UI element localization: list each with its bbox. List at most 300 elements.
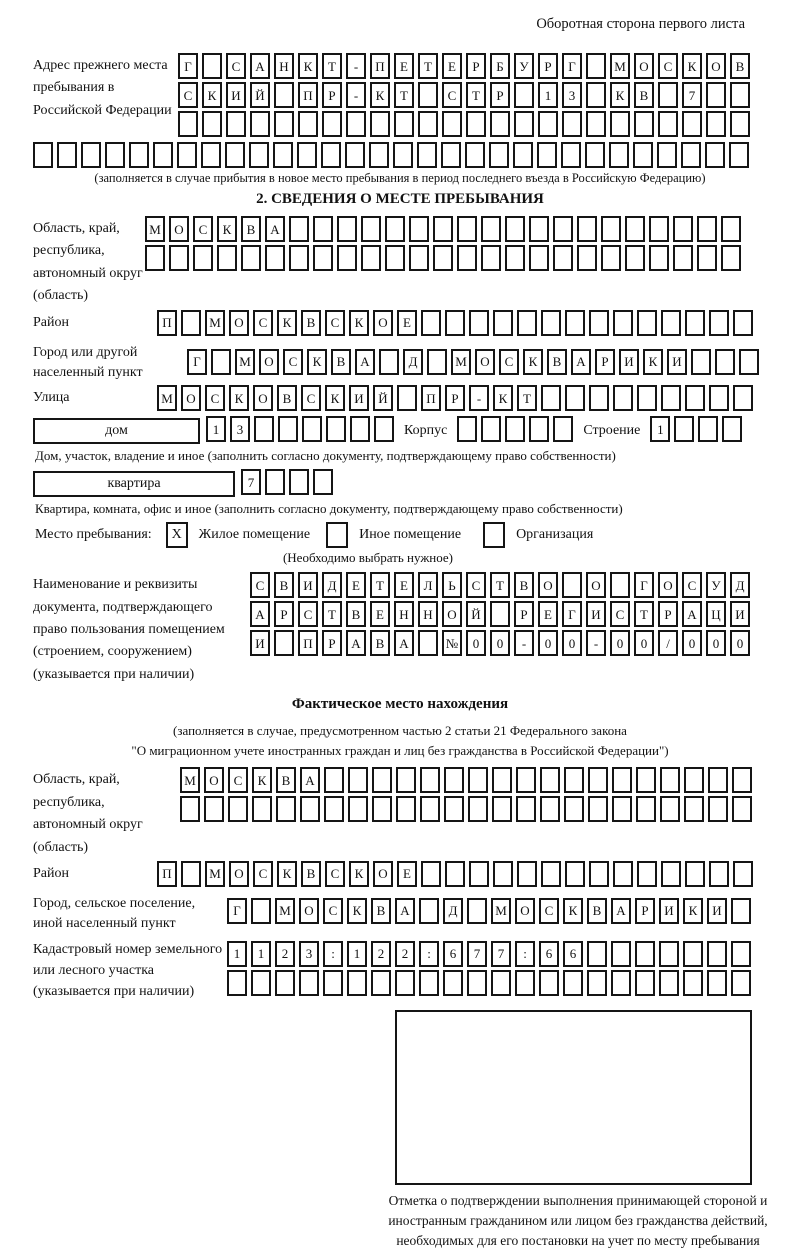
char-box[interactable] [226, 111, 246, 137]
char-box[interactable]: К [610, 82, 630, 108]
char-box[interactable]: Г [634, 572, 654, 598]
char-box[interactable] [225, 142, 245, 168]
char-box[interactable] [468, 796, 488, 822]
char-box[interactable] [709, 861, 729, 887]
char-box[interactable] [397, 385, 417, 411]
char-box[interactable]: Т [466, 82, 486, 108]
char-box[interactable] [289, 245, 309, 271]
char-box[interactable]: О [229, 310, 249, 336]
char-box[interactable]: Е [394, 572, 414, 598]
char-box[interactable] [612, 767, 632, 793]
char-box[interactable]: В [730, 53, 750, 79]
char-box[interactable] [706, 82, 726, 108]
char-box[interactable]: П [298, 630, 318, 656]
char-box[interactable]: И [250, 630, 270, 656]
char-box[interactable]: О [706, 53, 726, 79]
char-box[interactable] [505, 416, 525, 442]
char-box[interactable]: С [658, 53, 678, 79]
char-box[interactable]: Р [322, 630, 342, 656]
char-box[interactable] [444, 796, 464, 822]
char-box[interactable] [193, 245, 213, 271]
char-box[interactable]: : [419, 941, 439, 967]
char-box[interactable]: Т [418, 53, 438, 79]
char-box[interactable]: С [442, 82, 462, 108]
checkbox-residential[interactable]: Х [166, 522, 188, 548]
char-box[interactable]: И [659, 898, 679, 924]
char-box[interactable]: Т [517, 385, 537, 411]
char-box[interactable] [469, 861, 489, 887]
char-box[interactable]: 7 [241, 469, 261, 495]
char-box[interactable]: О [373, 861, 393, 887]
char-box[interactable] [465, 142, 485, 168]
char-box[interactable] [541, 861, 561, 887]
char-box[interactable]: Т [634, 601, 654, 627]
char-box[interactable] [371, 970, 391, 996]
char-box[interactable] [674, 416, 694, 442]
char-box[interactable] [691, 349, 711, 375]
char-box[interactable]: 7 [682, 82, 702, 108]
char-box[interactable]: К [683, 898, 703, 924]
char-box[interactable] [492, 796, 512, 822]
char-box[interactable] [577, 245, 597, 271]
char-box[interactable]: В [346, 601, 366, 627]
char-box[interactable] [610, 572, 630, 598]
char-box[interactable]: А [250, 53, 270, 79]
char-box[interactable] [241, 245, 261, 271]
char-box[interactable]: Р [322, 82, 342, 108]
char-box[interactable] [634, 111, 654, 137]
char-box[interactable] [708, 796, 728, 822]
char-box[interactable]: К [277, 310, 297, 336]
char-box[interactable] [443, 970, 463, 996]
char-box[interactable] [539, 970, 559, 996]
char-box[interactable]: Н [274, 53, 294, 79]
char-box[interactable]: К [682, 53, 702, 79]
char-box[interactable]: О [538, 572, 558, 598]
char-box[interactable]: М [235, 349, 255, 375]
char-box[interactable] [419, 970, 439, 996]
char-box[interactable] [505, 216, 525, 242]
char-box[interactable] [302, 416, 322, 442]
char-box[interactable]: К [349, 861, 369, 887]
char-box[interactable] [709, 310, 729, 336]
apartment-type-box[interactable]: квартира [33, 471, 235, 497]
char-box[interactable]: В [587, 898, 607, 924]
char-box[interactable] [577, 216, 597, 242]
char-box[interactable]: К [563, 898, 583, 924]
char-box[interactable] [313, 245, 333, 271]
char-box[interactable] [659, 970, 679, 996]
char-box[interactable]: - [586, 630, 606, 656]
char-box[interactable] [564, 796, 584, 822]
char-box[interactable] [659, 941, 679, 967]
char-box[interactable]: Д [730, 572, 750, 598]
char-box[interactable]: 7 [491, 941, 511, 967]
char-box[interactable] [513, 142, 533, 168]
char-box[interactable] [385, 216, 405, 242]
char-box[interactable] [211, 349, 231, 375]
char-box[interactable] [372, 767, 392, 793]
char-box[interactable]: И [586, 601, 606, 627]
char-box[interactable]: П [298, 82, 318, 108]
char-box[interactable]: Т [370, 572, 390, 598]
char-box[interactable]: А [611, 898, 631, 924]
char-box[interactable]: К [493, 385, 513, 411]
char-box[interactable] [586, 82, 606, 108]
char-box[interactable] [708, 767, 728, 793]
char-box[interactable] [418, 630, 438, 656]
char-box[interactable] [541, 310, 561, 336]
char-box[interactable] [202, 111, 222, 137]
char-box[interactable] [345, 142, 365, 168]
char-box[interactable] [601, 216, 621, 242]
char-box[interactable]: Р [595, 349, 615, 375]
char-box[interactable] [673, 216, 693, 242]
char-box[interactable]: Р [466, 53, 486, 79]
char-box[interactable]: С [253, 861, 273, 887]
char-box[interactable] [733, 861, 753, 887]
char-box[interactable] [348, 796, 368, 822]
char-box[interactable] [298, 111, 318, 137]
char-box[interactable] [393, 142, 413, 168]
char-box[interactable]: И [707, 898, 727, 924]
checkbox-other-premises[interactable] [326, 522, 348, 548]
char-box[interactable]: О [515, 898, 535, 924]
char-box[interactable]: К [229, 385, 249, 411]
char-box[interactable]: И [667, 349, 687, 375]
char-box[interactable]: К [325, 385, 345, 411]
char-box[interactable]: С [253, 310, 273, 336]
char-box[interactable] [445, 861, 465, 887]
char-box[interactable] [433, 245, 453, 271]
char-box[interactable] [563, 970, 583, 996]
char-box[interactable] [517, 861, 537, 887]
char-box[interactable] [613, 310, 633, 336]
char-box[interactable]: С [283, 349, 303, 375]
char-box[interactable]: П [157, 861, 177, 887]
char-box[interactable]: Е [394, 53, 414, 79]
char-box[interactable] [321, 142, 341, 168]
char-box[interactable] [105, 142, 125, 168]
char-box[interactable]: В [301, 310, 321, 336]
char-box[interactable] [588, 767, 608, 793]
char-box[interactable] [129, 142, 149, 168]
char-box[interactable]: С [323, 898, 343, 924]
char-box[interactable] [466, 111, 486, 137]
char-box[interactable] [289, 216, 309, 242]
char-box[interactable] [217, 245, 237, 271]
char-box[interactable]: С [325, 310, 345, 336]
char-box[interactable]: Н [418, 601, 438, 627]
char-box[interactable]: 3 [299, 941, 319, 967]
char-box[interactable] [489, 142, 509, 168]
char-box[interactable]: П [370, 53, 390, 79]
checkbox-organization[interactable] [483, 522, 505, 548]
char-box[interactable]: Р [274, 601, 294, 627]
char-box[interactable]: Е [370, 601, 390, 627]
char-box[interactable]: Д [322, 572, 342, 598]
char-box[interactable] [177, 142, 197, 168]
char-box[interactable] [297, 142, 317, 168]
char-box[interactable]: - [469, 385, 489, 411]
char-box[interactable]: С [193, 216, 213, 242]
char-box[interactable]: Т [322, 53, 342, 79]
char-box[interactable]: / [658, 630, 678, 656]
char-box[interactable]: Р [514, 601, 534, 627]
char-box[interactable] [537, 142, 557, 168]
char-box[interactable] [540, 767, 560, 793]
char-box[interactable] [637, 310, 657, 336]
char-box[interactable] [33, 142, 53, 168]
char-box[interactable]: В [514, 572, 534, 598]
char-box[interactable] [730, 111, 750, 137]
char-box[interactable]: В [634, 82, 654, 108]
char-box[interactable]: А [355, 349, 375, 375]
char-box[interactable]: 0 [562, 630, 582, 656]
char-box[interactable] [733, 385, 753, 411]
char-box[interactable] [731, 941, 751, 967]
char-box[interactable]: К [643, 349, 663, 375]
char-box[interactable] [564, 767, 584, 793]
char-box[interactable]: О [442, 601, 462, 627]
char-box[interactable]: Й [373, 385, 393, 411]
char-box[interactable] [657, 142, 677, 168]
char-box[interactable] [529, 245, 549, 271]
char-box[interactable] [228, 796, 248, 822]
char-box[interactable] [731, 898, 751, 924]
char-box[interactable] [276, 796, 296, 822]
char-box[interactable] [374, 416, 394, 442]
char-box[interactable] [706, 111, 726, 137]
char-box[interactable] [586, 111, 606, 137]
char-box[interactable]: У [706, 572, 726, 598]
char-box[interactable] [514, 82, 534, 108]
char-box[interactable] [707, 970, 727, 996]
char-box[interactable]: Ц [706, 601, 726, 627]
char-box[interactable]: Д [443, 898, 463, 924]
char-box[interactable]: 0 [466, 630, 486, 656]
char-box[interactable]: Б [490, 53, 510, 79]
char-box[interactable]: М [275, 898, 295, 924]
char-box[interactable] [274, 111, 294, 137]
char-box[interactable]: Г [187, 349, 207, 375]
char-box[interactable] [347, 970, 367, 996]
char-box[interactable] [457, 416, 477, 442]
char-box[interactable] [337, 245, 357, 271]
char-box[interactable]: О [181, 385, 201, 411]
char-box[interactable]: Е [397, 861, 417, 887]
char-box[interactable]: : [323, 941, 343, 967]
char-box[interactable] [361, 245, 381, 271]
char-box[interactable]: - [346, 82, 366, 108]
char-box[interactable]: М [157, 385, 177, 411]
char-box[interactable] [252, 796, 272, 822]
char-box[interactable]: С [205, 385, 225, 411]
char-box[interactable] [587, 970, 607, 996]
char-box[interactable] [732, 767, 752, 793]
char-box[interactable] [467, 898, 487, 924]
char-box[interactable] [715, 349, 735, 375]
char-box[interactable] [445, 310, 465, 336]
char-box[interactable]: 0 [610, 630, 630, 656]
char-box[interactable] [265, 245, 285, 271]
char-box[interactable]: И [226, 82, 246, 108]
char-box[interactable] [361, 216, 381, 242]
char-box[interactable] [421, 861, 441, 887]
char-box[interactable] [350, 416, 370, 442]
char-box[interactable] [417, 142, 437, 168]
char-box[interactable]: 2 [371, 941, 391, 967]
char-box[interactable] [658, 111, 678, 137]
char-box[interactable]: К [277, 861, 297, 887]
char-box[interactable]: К [298, 53, 318, 79]
char-box[interactable] [587, 941, 607, 967]
char-box[interactable]: 2 [395, 941, 415, 967]
char-box[interactable]: С [298, 601, 318, 627]
char-box[interactable] [278, 416, 298, 442]
char-box[interactable] [492, 767, 512, 793]
char-box[interactable] [661, 310, 681, 336]
char-box[interactable] [683, 970, 703, 996]
char-box[interactable]: Р [635, 898, 655, 924]
char-box[interactable]: У [514, 53, 534, 79]
char-box[interactable]: С [178, 82, 198, 108]
char-box[interactable]: О [373, 310, 393, 336]
char-box[interactable]: С [226, 53, 246, 79]
char-box[interactable] [649, 216, 669, 242]
char-box[interactable]: 2 [275, 941, 295, 967]
char-box[interactable] [673, 245, 693, 271]
char-box[interactable] [681, 142, 701, 168]
char-box[interactable]: В [276, 767, 296, 793]
char-box[interactable] [444, 767, 464, 793]
char-box[interactable] [637, 861, 657, 887]
char-box[interactable]: 6 [443, 941, 463, 967]
char-box[interactable]: 7 [467, 941, 487, 967]
char-box[interactable]: О [169, 216, 189, 242]
char-box[interactable]: Р [658, 601, 678, 627]
char-box[interactable]: Е [346, 572, 366, 598]
char-box[interactable] [633, 142, 653, 168]
char-box[interactable] [385, 245, 405, 271]
char-box[interactable] [469, 310, 489, 336]
char-box[interactable]: В [331, 349, 351, 375]
char-box[interactable] [57, 142, 77, 168]
char-box[interactable] [370, 111, 390, 137]
char-box[interactable]: Т [322, 601, 342, 627]
char-box[interactable] [369, 142, 389, 168]
char-box[interactable]: В [371, 898, 391, 924]
char-box[interactable] [202, 53, 222, 79]
char-box[interactable]: 0 [490, 630, 510, 656]
char-box[interactable]: А [265, 216, 285, 242]
char-box[interactable] [565, 310, 585, 336]
char-box[interactable]: - [514, 630, 534, 656]
char-box[interactable]: Й [250, 82, 270, 108]
char-box[interactable] [490, 111, 510, 137]
char-box[interactable] [227, 970, 247, 996]
char-box[interactable]: О [658, 572, 678, 598]
char-box[interactable] [181, 861, 201, 887]
char-box[interactable] [468, 767, 488, 793]
char-box[interactable] [300, 796, 320, 822]
char-box[interactable] [697, 216, 717, 242]
char-box[interactable]: Г [227, 898, 247, 924]
char-box[interactable]: А [300, 767, 320, 793]
char-box[interactable] [346, 111, 366, 137]
char-box[interactable]: С [499, 349, 519, 375]
char-box[interactable] [685, 861, 705, 887]
char-box[interactable] [515, 970, 535, 996]
char-box[interactable] [660, 767, 680, 793]
char-box[interactable]: И [619, 349, 639, 375]
char-box[interactable]: Г [562, 53, 582, 79]
char-box[interactable] [250, 111, 270, 137]
char-box[interactable] [395, 970, 415, 996]
char-box[interactable]: С [539, 898, 559, 924]
char-box[interactable]: 3 [562, 82, 582, 108]
char-box[interactable] [313, 469, 333, 495]
char-box[interactable]: Р [445, 385, 465, 411]
char-box[interactable] [585, 142, 605, 168]
char-box[interactable] [323, 970, 343, 996]
char-box[interactable] [409, 245, 429, 271]
char-box[interactable]: С [325, 861, 345, 887]
char-box[interactable] [609, 142, 629, 168]
char-box[interactable]: С [228, 767, 248, 793]
char-box[interactable]: М [610, 53, 630, 79]
char-box[interactable] [625, 216, 645, 242]
char-box[interactable] [514, 111, 534, 137]
char-box[interactable] [396, 767, 416, 793]
char-box[interactable]: С [466, 572, 486, 598]
char-box[interactable] [589, 310, 609, 336]
char-box[interactable] [709, 385, 729, 411]
char-box[interactable]: В [301, 861, 321, 887]
char-box[interactable] [394, 111, 414, 137]
char-box[interactable]: А [346, 630, 366, 656]
char-box[interactable]: К [370, 82, 390, 108]
char-box[interactable]: Й [466, 601, 486, 627]
char-box[interactable] [457, 216, 477, 242]
char-box[interactable] [348, 767, 368, 793]
char-box[interactable] [721, 216, 741, 242]
char-box[interactable]: А [682, 601, 702, 627]
char-box[interactable]: О [299, 898, 319, 924]
char-box[interactable] [275, 970, 295, 996]
char-box[interactable]: М [205, 310, 225, 336]
char-box[interactable] [658, 82, 678, 108]
char-box[interactable] [274, 82, 294, 108]
char-box[interactable] [516, 767, 536, 793]
char-box[interactable]: М [451, 349, 471, 375]
char-box[interactable]: С [250, 572, 270, 598]
char-box[interactable]: В [370, 630, 390, 656]
char-box[interactable] [467, 970, 487, 996]
char-box[interactable] [180, 796, 200, 822]
char-box[interactable] [698, 416, 718, 442]
char-box[interactable]: К [349, 310, 369, 336]
char-box[interactable] [204, 796, 224, 822]
char-box[interactable] [611, 941, 631, 967]
char-box[interactable] [326, 416, 346, 442]
char-box[interactable]: М [180, 767, 200, 793]
char-box[interactable]: А [395, 898, 415, 924]
char-box[interactable] [396, 796, 416, 822]
char-box[interactable]: 3 [230, 416, 250, 442]
char-box[interactable] [251, 898, 271, 924]
char-box[interactable] [265, 469, 285, 495]
